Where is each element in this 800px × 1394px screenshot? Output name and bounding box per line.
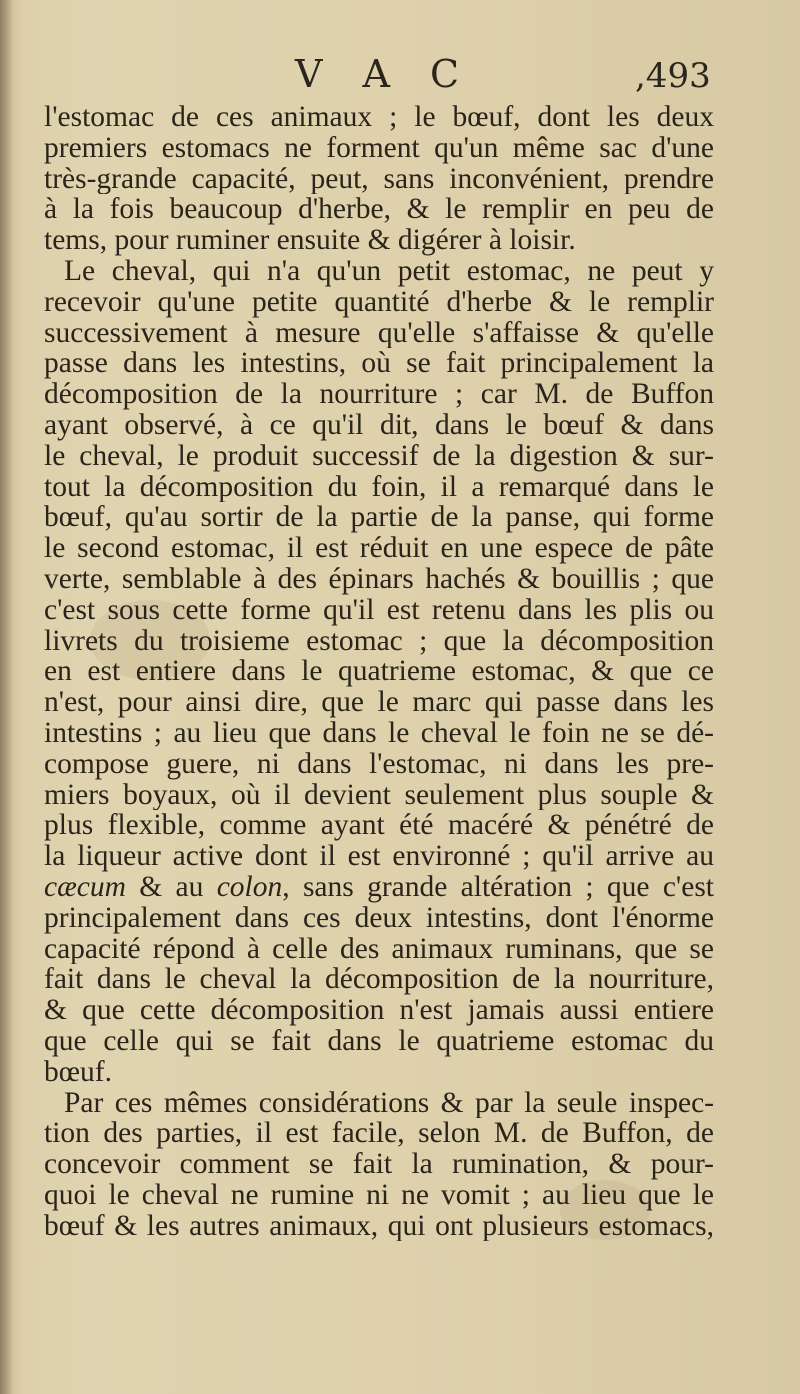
text-fragment: , sans grande altération ; que c'est [282,871,714,903]
text-line: l'estomac de ces animaux ; le bœuf, dont les deux [44,102,714,133]
text-line: miers boyaux, où il devient seulement plus souple & [44,779,714,811]
text-line: plus flexible, comme ayant été macéré & pénétré de [44,810,714,842]
text-line: capacité répond à celle des animaux ruminans, que se [44,933,714,965]
text-line: le second estomac, il est réduit en une espece de pâte [44,533,714,564]
text-line: tems, pour ruminer ensuite & digérer à loisir. [44,225,576,256]
text-line: quoi le cheval ne rumine ni ne vomit ; au lieu que le [44,1179,714,1211]
page-number: ,493 [635,56,711,96]
text-line: décomposition de la nourriture ; car M. de Buffon [44,379,714,410]
text-line: tout la décomposition du foin, il a remarqué dans le [44,471,714,503]
text-line-italic-mixed [44,872,714,903]
text-line: c'est sous cette forme qu'il est retenu dans les plis ou [44,594,714,626]
text-line: à la fois beaucoup d'herbe, & le remplir en peu de [44,194,714,226]
text-line: verte, semblable à des épinars hachés & bouillis ; que [44,563,714,595]
text-line: passe dans les intestins, où se fait principalement la [44,348,714,380]
text-line: très-grande capacité, peut, sans inconvénient, prendre [44,163,714,195]
text-line: Le cheval, qui n'a qu'un petit estomac, ne peut y [64,255,714,287]
text-line: intestins ; au lieu que dans le cheval le foin ne se dé- [44,717,714,749]
page-gutter [0,0,14,1394]
text-line: premiers estomacs ne forment qu'un même sac d'une [44,132,714,164]
text-line: concevoir comment se fait la rumination, & pour- [44,1149,714,1180]
text-line: la liqueur active dont il est environné ; qu'il arrive au [44,841,714,872]
text-line: bœuf, qu'au sortir de la partie de la panse, qui forme [44,502,714,534]
text-line: fait dans le cheval la décomposition de la nourriture, [44,964,714,996]
text-line: successivement à mesure qu'elle s'affaisse & qu'elle [44,317,714,349]
text-line: livrets du troisieme estomac ; que la décomposition [44,625,714,657]
italic-term: colon [216,871,283,903]
running-head: V A C [295,52,474,96]
text-line: principalement dans ces deux intestins, dont l'énorme [44,902,714,934]
text-line: n'est, pour ainsi dire, que le marc qui passe dans les [44,687,714,718]
text-line: que celle qui se fait dans le quatrieme estomac du [44,1025,714,1057]
text-line: ayant observé, à ce qu'il dit, dans le bœuf & dans [44,409,714,441]
text-line: Par ces mêmes considérations & par la seule inspec- [64,1087,714,1119]
text-line: le cheval, le produit successif de la digestion & sur- [44,440,714,472]
body-text [44,102,714,1241]
text-line: tion des parties, il est facile, selon M. de Buffon, de [44,1118,714,1150]
text-line: recevoir qu'une petite quantité d'herbe & le remplir [44,286,714,318]
page-header [40,52,720,100]
text-line: compose guere, ni dans l'estomac, ni dans les pre- [44,748,714,780]
text-line: & que cette décomposition n'est jamais aussi entiere [44,995,714,1026]
text-line: bœuf & les autres animaux, qui ont plusieurs estomacs, [44,1210,714,1242]
italic-term: cæcum [44,871,126,903]
text-line: en est entiere dans le quatrieme estomac, & que ce [44,656,714,688]
text-line: bœuf. [44,1056,113,1088]
text-fragment: & au [125,871,217,903]
